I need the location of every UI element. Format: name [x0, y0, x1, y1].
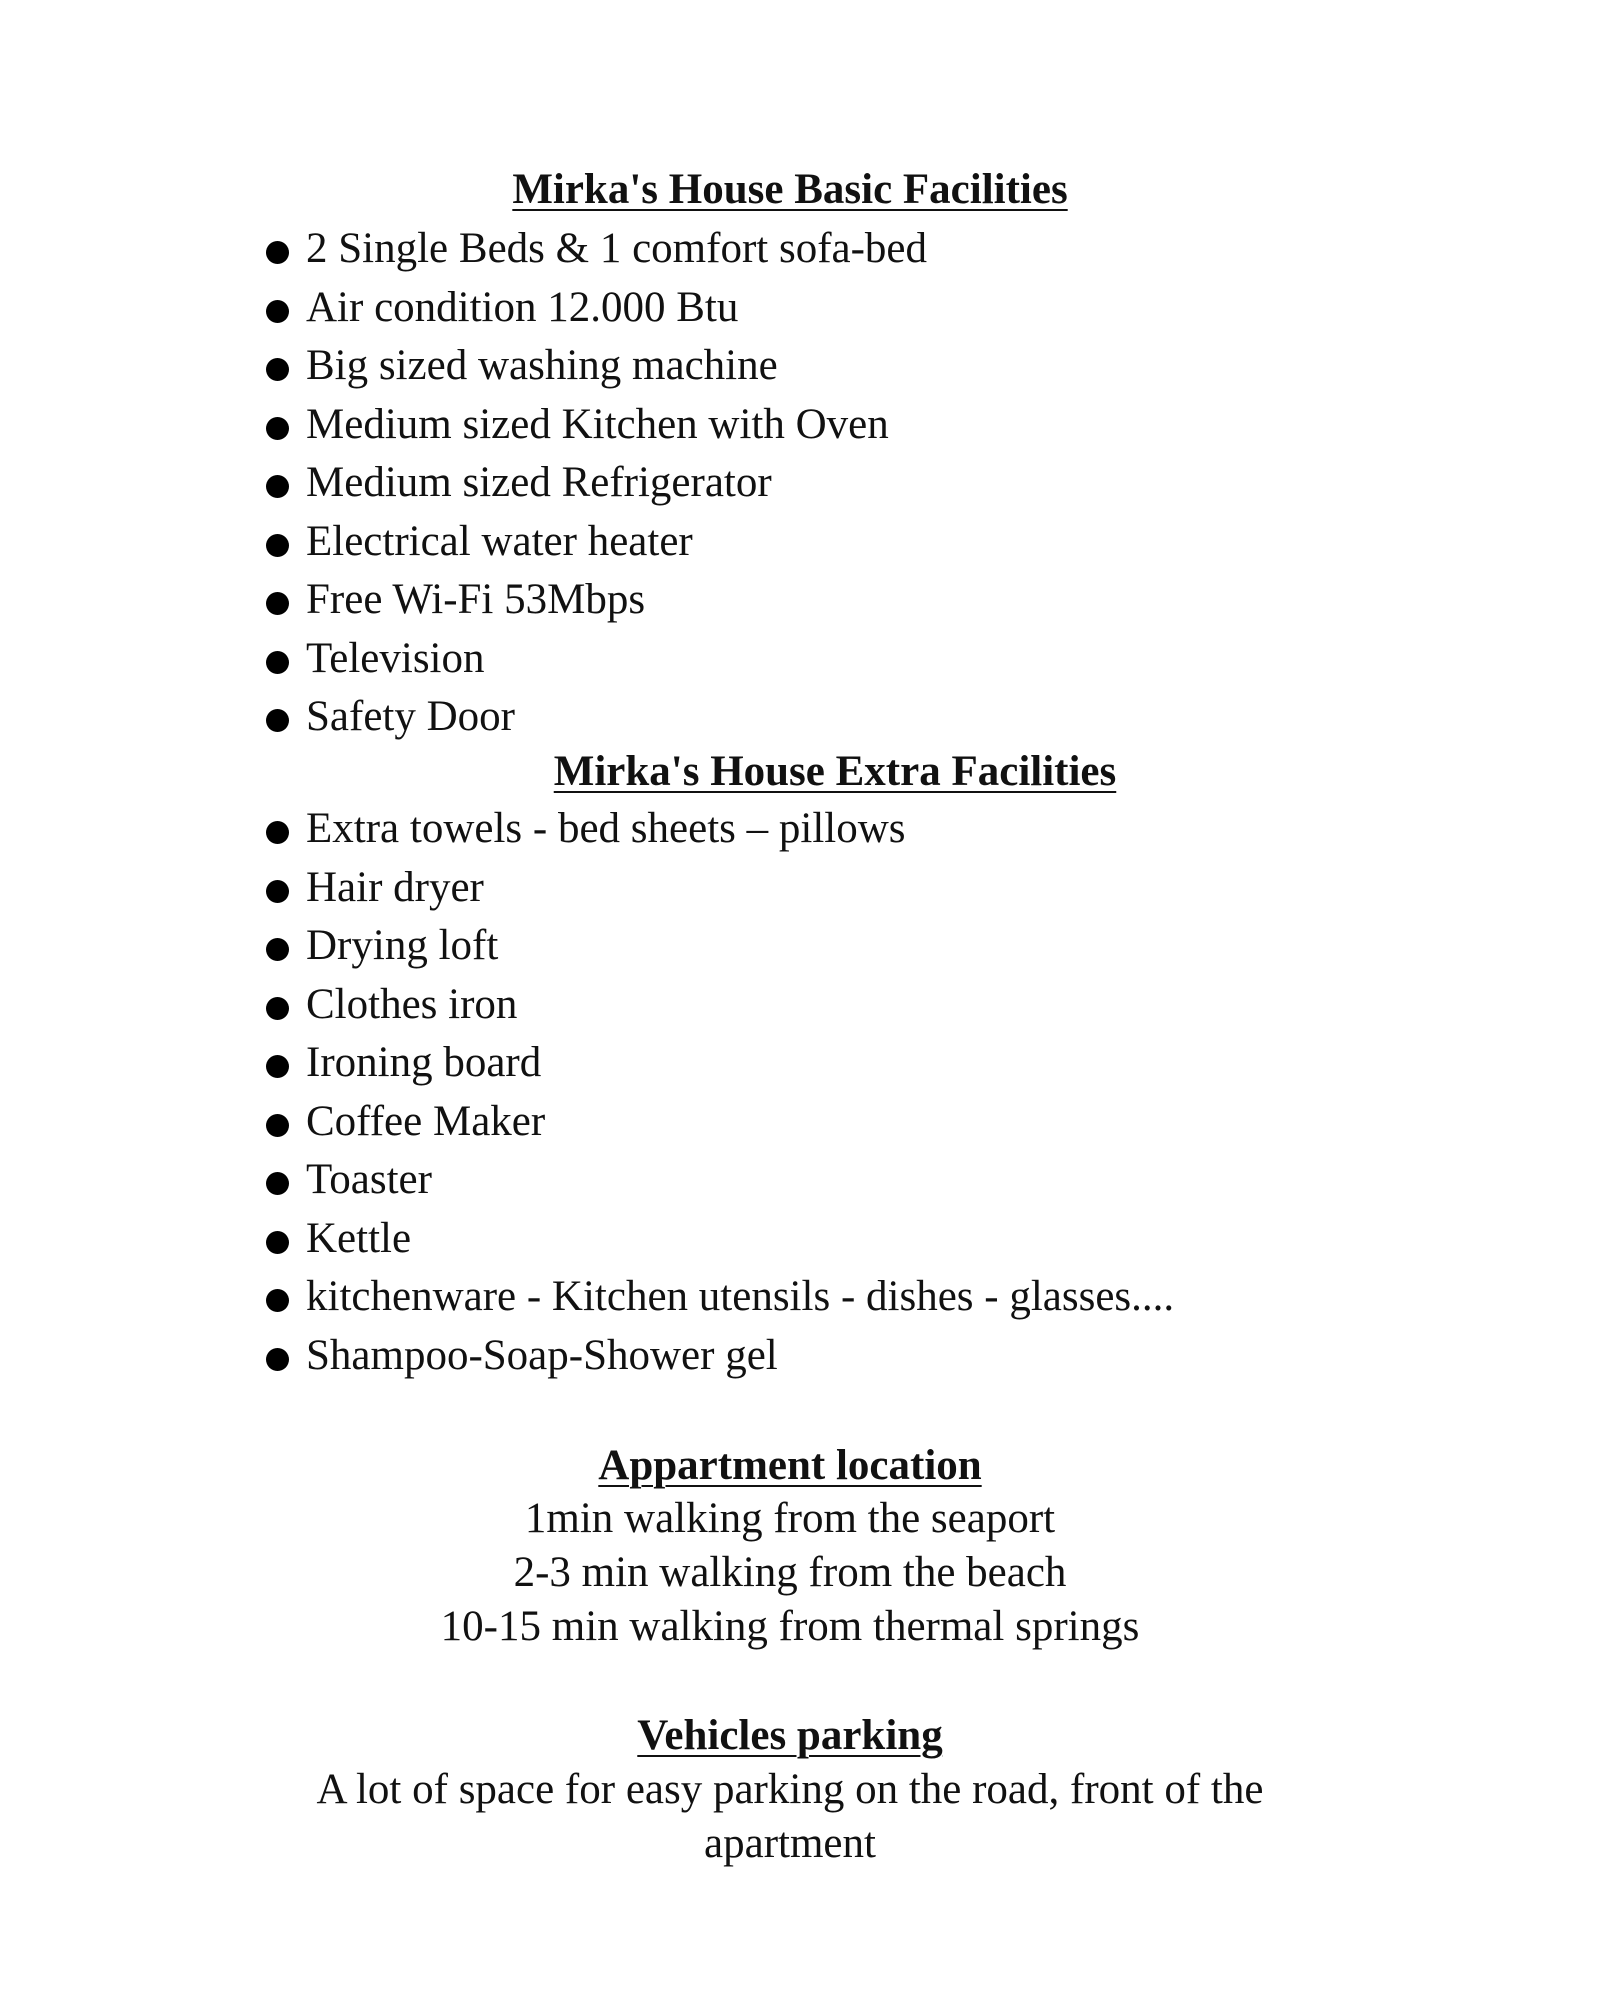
basic-facilities-list [262, 220, 927, 747]
bullet-icon [266, 1348, 289, 1371]
bullet-icon [266, 417, 289, 440]
list-item [262, 1151, 1174, 1210]
list-item-text: Electrical water heater [306, 517, 693, 565]
list-item [262, 571, 927, 630]
bullet-icon [266, 358, 289, 381]
list-item-text: 2 Single Beds & 1 comfort sofa-bed [306, 225, 928, 272]
list-item-text: Toaster [306, 1156, 432, 1203]
list-item [262, 1093, 1174, 1152]
list-item-text: Medium sized Refrigerator [306, 459, 772, 506]
extra-facilities-list [262, 800, 1174, 1385]
bullet-icon [266, 1289, 289, 1312]
list-item-text: Extra towels - bed sheets – pillows [306, 805, 906, 852]
bullet-icon [266, 821, 289, 844]
list-item [262, 1268, 1174, 1327]
bullet-icon [266, 241, 289, 264]
list-item-text: Coffee Maker [306, 1097, 546, 1145]
list-item [262, 859, 1174, 918]
list-item [262, 688, 927, 747]
bullet-icon [266, 880, 289, 903]
list-item [262, 513, 927, 572]
location-details [0, 1492, 1580, 1654]
bullet-icon [266, 1114, 289, 1137]
location-line: 1min walking from the seaport [524, 1495, 1056, 1542]
list-item [262, 454, 927, 513]
bullet-icon [266, 534, 289, 557]
list-item [262, 396, 927, 455]
location-line: 10-15 min walking from thermal springs [440, 1603, 1140, 1650]
bullet-icon [266, 1172, 289, 1195]
list-item-text: Free Wi-Fi 53Mbps [306, 576, 646, 623]
bullet-icon [266, 709, 289, 732]
list-item [262, 917, 1174, 976]
bullet-icon [266, 938, 289, 961]
bullet-icon [266, 651, 289, 674]
bullet-icon [266, 300, 289, 323]
list-item-text: Shampoo-Soap-Shower gel [306, 1331, 778, 1379]
list-item [262, 800, 1174, 859]
list-item-text: Big sized washing machine [306, 342, 778, 389]
list-item-text: Medium sized Kitchen with Oven [306, 400, 889, 448]
list-item [262, 976, 1174, 1035]
list-item-text: Television [306, 634, 485, 682]
list-item-text: Safety Door [306, 693, 515, 740]
list-item-text: Drying loft [306, 922, 499, 969]
bullet-icon [266, 475, 289, 498]
bullet-icon [266, 1231, 289, 1254]
list-item [262, 630, 927, 689]
list-item [262, 1034, 1174, 1093]
list-item [262, 220, 927, 279]
parking-heading: Vehicles parking [637, 1712, 943, 1759]
list-item-text: Kettle [306, 1214, 412, 1262]
list-item [262, 1327, 1174, 1386]
bullet-icon [266, 1055, 289, 1078]
bullet-icon [266, 592, 289, 615]
list-item-text: Hair dryer [306, 863, 484, 911]
bullet-icon [266, 997, 289, 1020]
location-line: 2-3 min walking from the beach [513, 1549, 1067, 1596]
basic-facilities-heading: Mirka's House Basic Facilities [512, 166, 1068, 213]
list-item-text: Ironing board [306, 1039, 542, 1086]
list-item-text: kitchenware - Kitchen utensils - dishes - glasses.... [306, 1273, 1175, 1320]
list-item-text: Clothes iron [306, 980, 518, 1028]
list-item-text: Air condition 12.000 Btu [306, 283, 739, 331]
extra-facilities-heading: Mirka's House Extra Facilities [553, 748, 1117, 795]
list-item [262, 279, 927, 338]
location-heading: Appartment location [598, 1442, 982, 1489]
list-item [262, 337, 927, 396]
parking-description: A lot of space for easy parking on the road, front of the apartment [316, 1766, 1264, 1867]
list-item [262, 1210, 1174, 1269]
